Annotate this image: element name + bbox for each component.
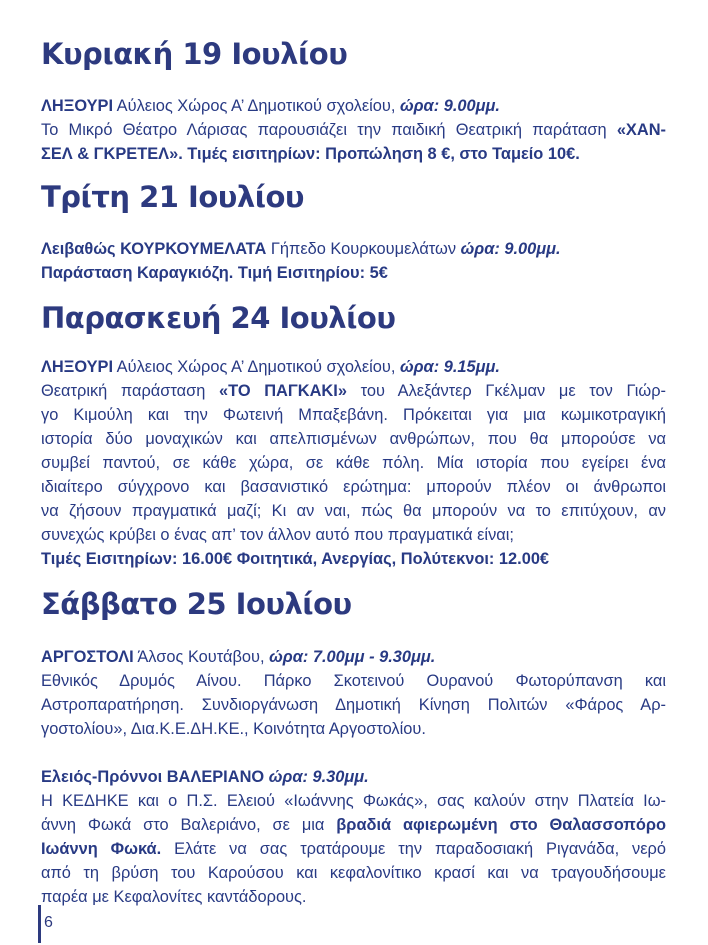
event-header	[41, 645, 666, 669]
event-place: ΛΗΞΟΥΡΙ	[41, 97, 114, 115]
event-time: ώρα: 9.30μμ.	[268, 768, 369, 786]
event-text-line: συμβεί παντού, σε κάθε χώρα, σε κάθε πόλη. Μία ιστορία που εγείρει ένα	[41, 454, 666, 472]
event-text-line: Αστροπαρατήρηση. Συνδιοργάνωση Δημοτική Κίνηση Πολιτών «Φάρος Αρ-	[41, 696, 666, 714]
event-time: ώρα: 9.15μμ.	[399, 358, 500, 376]
event-time: ώρα: 7.00μμ - 9.30μμ.	[269, 648, 436, 666]
day-heading: Κυριακή 19 Ιουλίου	[41, 37, 348, 71]
event-text-line: από τη βρύση του Καρούσου και κεφαλονίτικο κρασί και να τραγουδήσουμε	[41, 864, 666, 882]
event-text-line: Η ΚΕΔΗΚΕ και ο Π.Σ. Ελειού «Ιωάννης Φωκάς», σας καλούν στην Πλατεία Ιω-	[41, 792, 666, 810]
event-text-line: γο Κιμούλη και την Φωτεινή Μπαξεβάνη. Πρόκειται για μια κωμικοτραγική	[41, 406, 666, 424]
page-number: 6	[44, 914, 53, 931]
event-text-line: γοστολίου», Δια.Κ.Ε.ΔΗ.ΚΕ., Κοινότητα Αργοστολίου.	[41, 720, 426, 738]
day-heading: Σάββατο 25 Ιουλίου	[41, 587, 352, 621]
event-place: ΛΗΞΟΥΡΙ	[41, 358, 114, 376]
footer-bar	[38, 905, 41, 943]
event-place: Λειβαθώς ΚΟΥΡΚΟΥΜΕΛΑΤΑ	[41, 240, 267, 258]
event-text-line: συνεχώς κρύβει ο ένας απ’ τον άλλον αυτό που πραγματικά είναι;	[41, 526, 514, 544]
event-header	[41, 355, 666, 379]
event-text-line: ιστορία δύο μοναχικών και απελπισμένων ανθρώπων, που θα μπορούσε να	[41, 430, 666, 448]
day-heading: Παρασκευή 24 Ιουλίου	[41, 301, 396, 335]
event-text-line: Θεατρική παράσταση «ΤΟ ΠΑΓΚΑΚΙ» του Αλεξάντερ Γκέλμαν με τον Γιώρ-	[41, 382, 667, 400]
event-header	[41, 94, 666, 118]
event-time: ώρα: 9.00μμ.	[399, 97, 500, 115]
event-time: ώρα: 9.00μμ.	[460, 240, 561, 258]
event-block	[41, 765, 666, 909]
event-text-line: άννη Φωκά στο Βαλεριάνο, σε μια βραδιά αφιερωμένη στο Θαλασσοπόρο	[41, 816, 666, 834]
day-heading: Τρίτη 21 Ιουλίου	[41, 180, 304, 214]
event-text-line: ΣΕΛ & ΓΚΡΕΤΕΛ». Τιμές εισιτηρίων: Προπώληση 8 €, στο Ταμείο 10€.	[41, 145, 580, 163]
event-text-line: να ζήσουν πραγματικά μαζί; Κι αν ναι, πώς θα μπορούν να το επιτύχουν, αν	[41, 502, 666, 520]
event-block	[41, 355, 666, 571]
event-text-line: Εθνικός Δρυμός Αίνου. Πάρκο Σκοτεινού Ουρανού Φωτορύπανση και	[41, 672, 666, 690]
event-venue: Αύλειος Χώρος Α’ Δημοτικού σχολείου,	[113, 358, 400, 376]
event-text-line: Το Μικρό Θέατρο Λάρισας παρουσιάζει την παιδική Θεατρική παράταση «ΧΑΝ-	[41, 121, 666, 139]
event-place: ΑΡΓΟΣΤΟΛΙ	[41, 648, 134, 666]
event-place: Ελειός-Πρόννοι ΒΑΛΕΡΙΑΝΟ	[41, 768, 265, 786]
event-venue: Γήπεδο Κουρκουμελάτων	[266, 240, 461, 258]
event-block	[41, 237, 666, 285]
event-prices: Τιμές Εισιτηρίων: 16.00€ Φοιτητικά, Ανεργίας, Πολύτεκνοι: 12.00€	[41, 550, 550, 568]
event-text-line: Παράσταση Καραγκιόζη. Τιμή Εισιτηρίου: 5€	[41, 264, 388, 282]
event-header	[41, 237, 666, 261]
event-block	[41, 94, 666, 166]
event-venue: Αύλειος Χώρος Α’ Δημοτικού σχολείου,	[113, 97, 400, 115]
event-block	[41, 645, 666, 741]
event-text-line: ιδιαίτερο σύγχρονο και βασανιστικό ερώτημα: μπορούν πλέον οι άνθρωποι	[41, 478, 666, 496]
event-venue: Άλσος Κουτάβου,	[133, 648, 270, 666]
event-header	[41, 765, 666, 789]
event-text-line: Ιωάννη Φωκά. Ελάτε να σας τρατάρουμε την παραδοσιακή Ριγανάδα, νερό	[41, 840, 666, 858]
event-text-line: παρέα με Κεφαλονίτες καντάδορους.	[41, 888, 307, 906]
